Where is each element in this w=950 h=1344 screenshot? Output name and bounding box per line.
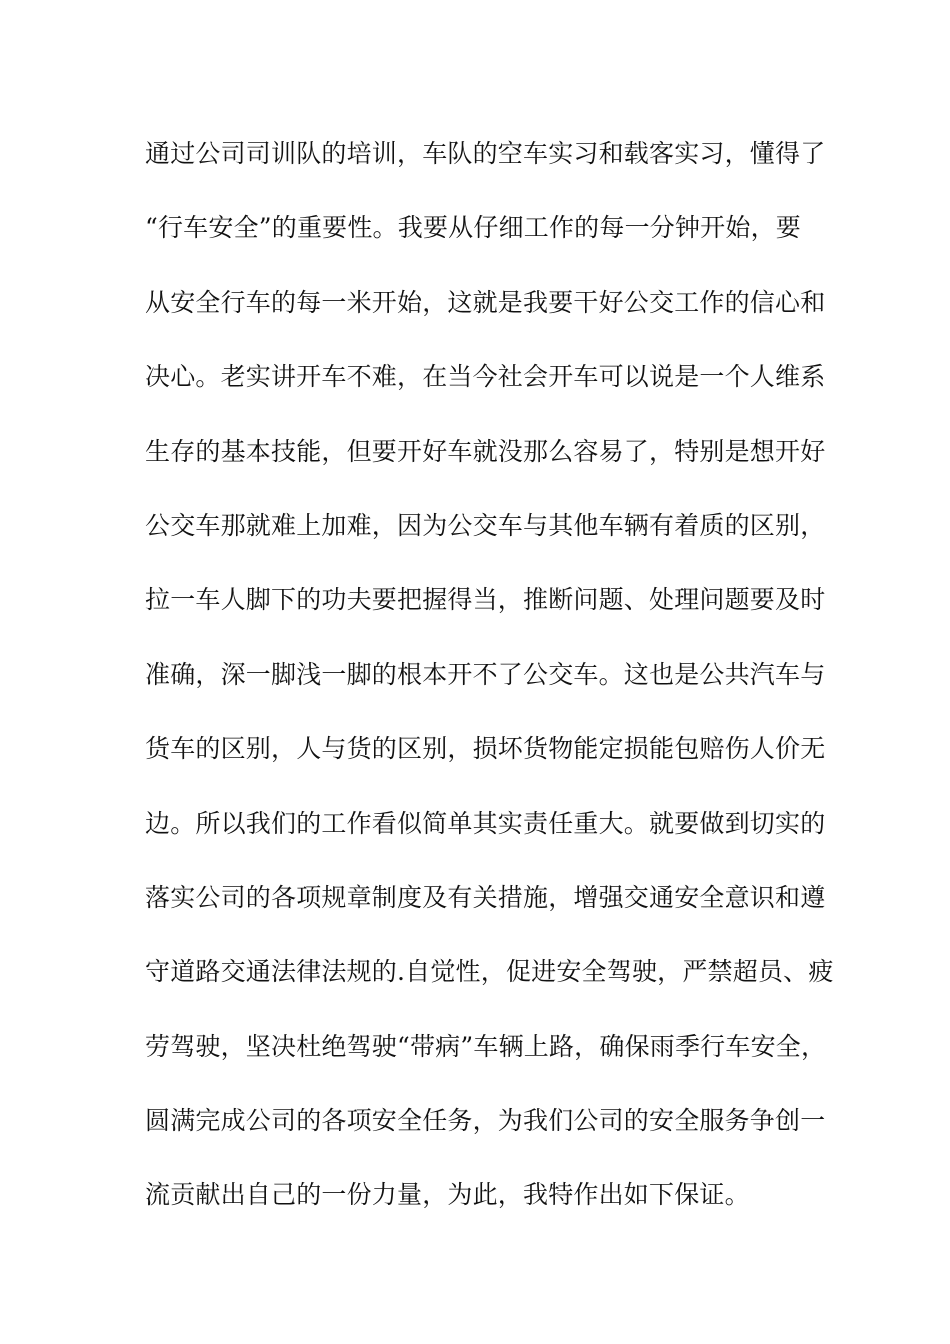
text-line-7: 拉一车人脚下的功夫要把握得当，推断问题、处理问题要及时: [145, 585, 826, 615]
text-line-2: “行车安全”的重要性。我要从仔细工作的每一分钟开始，要: [145, 213, 801, 243]
text-line-13: 劳驾驶，坚决杜绝驾驶“带病”车辆上路，确保雨季行车安全，: [145, 1031, 827, 1061]
text-line-4: 决心。老实讲开车不难，在当今社会开车可以说是一个人维系: [145, 362, 826, 392]
text-line-15: 流贡献出自己的一份力量，为此，我特作出如下保证。: [145, 1180, 750, 1210]
text-line-5: 生存的基本技能，但要开好车就没那么容易了，特别是想开好: [145, 436, 826, 466]
body-paragraph: [145, 128, 845, 1244]
text-line-8: 准确，深一脚浅一脚的根本开不了公交车。这也是公共汽车与: [145, 659, 826, 689]
text-line-14: 圆满完成公司的各项安全任务，为我们公司的安全服务争创一: [145, 1106, 826, 1136]
text-line-10: 边。所以我们的工作看似简单其实责任重大。就要做到切实的: [145, 808, 826, 838]
text-line-9: 货车的区别，人与货的区别，损坏货物能定损能包赔伤人价无: [145, 734, 826, 764]
text-line-6: 公交车那就难上加难，因为公交车与其他车辆有着质的区别，: [145, 510, 826, 540]
text-line-3: 从安全行车的每一米开始，这就是我要干好公交工作的信心和: [145, 287, 826, 317]
text-line-1: 通过公司司训队的培训，车队的空车实习和载客实习，懂得了: [145, 139, 826, 168]
text-line-12: 守道路交通法律法规的.自觉性，促进安全驾驶，严禁超员、疲: [145, 957, 834, 987]
text-line-11: 落实公司的各项规章制度及有关措施，增强交通安全意识和遵: [145, 882, 826, 912]
